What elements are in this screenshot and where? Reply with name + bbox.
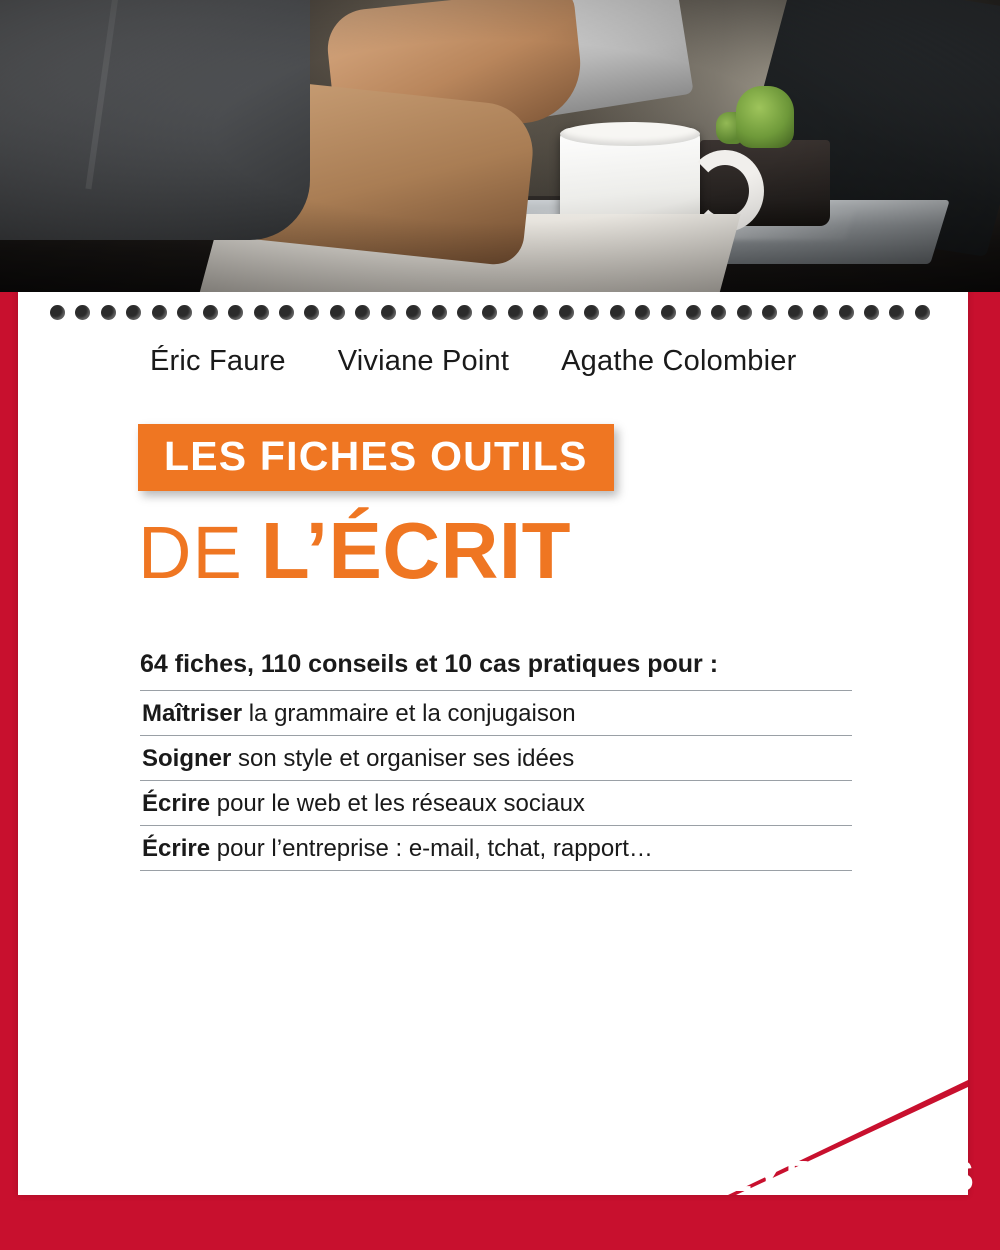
punch-hole (279, 305, 294, 320)
punch-hole (686, 305, 701, 320)
author-name: Éric Faure (150, 345, 286, 377)
punch-hole (304, 305, 319, 320)
photo-vignette (0, 0, 1000, 292)
punch-hole (482, 305, 497, 320)
cover-photo (0, 0, 1000, 292)
punch-hole (330, 305, 345, 320)
punch-hole (559, 305, 574, 320)
punch-hole (406, 305, 421, 320)
punch-hole (813, 305, 828, 320)
publisher-logo: EYROLLES (722, 1152, 976, 1201)
feature-rest: pour l’entreprise : e-mail, tchat, rapport… (210, 835, 653, 862)
punch-hole (788, 305, 803, 320)
title-prefix: DE (138, 511, 243, 594)
punch-hole (75, 305, 90, 320)
punch-hole (355, 305, 370, 320)
punch-hole (610, 305, 625, 320)
punch-hole (177, 305, 192, 320)
feature-list (140, 690, 852, 871)
spiral-punch-holes (50, 292, 930, 332)
punch-hole (254, 305, 269, 320)
feature-rest: la grammaire et la conjugaison (242, 700, 576, 727)
cover-subtitle: 64 fiches, 110 conseils et 10 cas pratiques pour : (140, 650, 719, 678)
punch-hole (737, 305, 752, 320)
punch-hole (889, 305, 904, 320)
author-name: Agathe Colombier (561, 345, 797, 377)
page-title (138, 505, 571, 597)
punch-hole (101, 305, 116, 320)
series-title-badge (138, 424, 614, 491)
feature-lead: Écrire (142, 790, 211, 817)
feature-lead: Soigner (142, 745, 232, 772)
punch-hole (711, 305, 726, 320)
feature-rest: pour le web et les réseaux sociaux (210, 790, 585, 817)
feature-item (140, 780, 852, 825)
punch-hole (457, 305, 472, 320)
punch-hole (381, 305, 396, 320)
punch-hole (126, 305, 141, 320)
punch-hole (635, 305, 650, 320)
punch-hole (432, 305, 447, 320)
punch-hole (508, 305, 523, 320)
punch-hole (864, 305, 879, 320)
punch-hole (762, 305, 777, 320)
punch-hole (152, 305, 167, 320)
punch-hole (584, 305, 599, 320)
punch-hole (915, 305, 930, 320)
feature-item (140, 735, 852, 780)
feature-item (140, 690, 852, 735)
title-main-word: L’ÉCRIT (260, 506, 571, 595)
punch-hole (661, 305, 676, 320)
author-list (150, 345, 910, 378)
author-name: Viviane Point (337, 345, 510, 377)
feature-lead: Écrire (142, 835, 211, 862)
punch-hole (228, 305, 243, 320)
punch-hole (533, 305, 548, 320)
feature-item (140, 825, 852, 871)
punch-hole (50, 305, 65, 320)
feature-lead: Maîtriser (142, 700, 243, 727)
punch-hole (203, 305, 218, 320)
feature-rest: son style et organiser ses idées (231, 745, 575, 772)
punch-hole (839, 305, 854, 320)
series-title-text: LES FICHES OUTILS (164, 433, 588, 479)
